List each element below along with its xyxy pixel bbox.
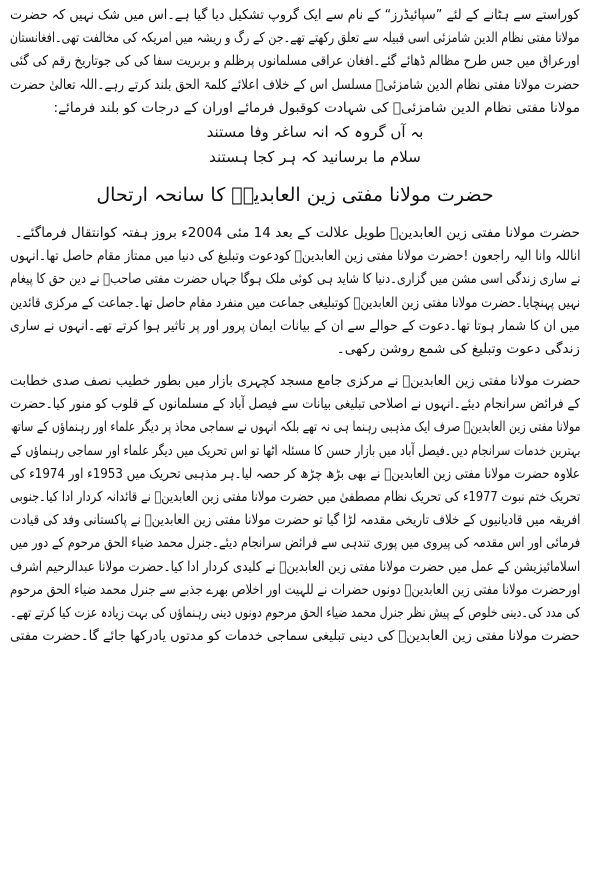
text-line: کوراستے سے ہٹانے کے لئے ”سپائیڈرز“ کے نام سے ایک گروپ تشکیل دیا گیا ہے۔اس میں شک نہیں کہ حضرت bbox=[10, 7, 580, 23]
text-line: نہیں پہنچایا۔حضرت مولانا مفتی زین العابدینؒ کوتبلیغی جماعت میں منفرد مقام حاصل تھا۔جماعت کے مرکزی قائدین bbox=[10, 294, 580, 311]
couplet-line-2: سلام ما برسانید کہ ہر کجا ہستند bbox=[209, 147, 421, 166]
paragraph-2 bbox=[10, 370, 580, 648]
text-line: اورعراق میں جس طرح مظالم ڈھائے گئے۔افغان عراقی مسلمانوں پرظلم و بربریت سفا کی کی جوتاریخ رقم کی گئی bbox=[10, 53, 580, 70]
text-line: مولانا مفتی نظام الدین شامزئی اسی قبیلہ سے تعلق رکھتے تھے۔جن کے رگ و ریشہ میں امریکہ کی مخالفت تھی۔افغانستان bbox=[10, 30, 580, 47]
text-line: کے فرائض سرانجام دیئے۔انہوں نے اصلاحی تبلیغی بیانات سے فیصل آباد کے مسلمانوں کے قلوب کو منور کیا۔حضرت bbox=[10, 396, 580, 413]
intro-paragraph bbox=[10, 4, 580, 120]
text-line: علاوہ حضرت مولانا مفتی زین العابدینؒ نے بھی بڑھ چڑھ کر حصہ لیا۔ہر مذہبی تحریک میں 1953ء اور 1974ء کی bbox=[10, 465, 580, 482]
text-line: افریقہ میں قادیانیوں کے خلاف تاریخی مقدمہ لڑا گیا تو حضرت مولانا مفتی زین العابدینؒ نے پاکستانی وفد کی قیادت bbox=[10, 512, 580, 529]
text-line: مولانا مفتی نظام الدین شامزئیؒ کی شہادت کوقبول فرمائے اوران کے درجات کو بلند فرمائے: bbox=[53, 99, 580, 116]
text-line: فرمائی اور اس مقدمہ کی پیروی میں پوری تندہی سے فرائض سرانجام دیئے۔جنرل محمد ضیاء الحق مرحوم کے دور میں bbox=[10, 535, 580, 552]
text-line: کی مدد کی۔دینی خلوص کے پیش نظر جنرل محمد ضیاء الحق مرحوم دونوں دینی رہنماؤں کی بہت زیادہ عزت کیا کرتے تھے۔ bbox=[10, 604, 580, 621]
text-line: اناللہ وانا الیہ راجعون !حضرت مولانا مفتی زین العابدینؒ کودعوت وتبلیغ کی دنیا میں ممتاز مقام حاصل تھا۔انہوں bbox=[10, 248, 580, 265]
couplet-line-1: بہ آں گروہ کہ انہ ساغر وفا مستند bbox=[206, 122, 424, 141]
text-line: حضرت مولانا مفتی زین العابدینؒ نے مرکزی جامع مسجد کچہری بازار میں بطور خطیب نصف صدی خطابت bbox=[10, 373, 580, 390]
persian-couplet bbox=[10, 120, 580, 170]
text-line: نے ساری زندگی اسی مشن میں گزاری۔دنیا کا شاید ہی کوئی ملک ہوگا جہاں حضرت مفتی صاحبؒ نے دین حق کا پیغام bbox=[10, 271, 580, 288]
text-line: اسلامائیزیشن کے عمل میں حضرت مولانا مفتی زین العابدینؒ نے کلیدی کردار ادا کیا۔حضرت مولانا عبدالرحیم اشرف bbox=[10, 558, 580, 575]
text-line: زندگی دعوت وتبلیغ کی شمع روشن رکھی۔ bbox=[336, 340, 580, 357]
paragraph-1 bbox=[10, 222, 580, 361]
text-line: تحریک ختم نبوت 1977ء کی تحریک نظام مصطفیٰ میں حضرت مولانا مفتی زین العابدینؒ نے قائدانہ کردار ادا کیا۔جنوبی bbox=[10, 489, 580, 505]
text-line: حضرت مولانا مفتی زین العابدینؒ کی دینی تبلیغی سماجی خدمات کو مدتوں یادرکھا جائے گا۔حضرت مفتی bbox=[10, 628, 580, 645]
section-heading: حضرت مولانا مفتی زین العابدینؒ کا سانحہ ارتحال bbox=[96, 183, 494, 206]
text-line: حضرت مولانا مفتی نظام الدین شامزئیؒ مسلسل اس کے خلاف اعلائے کلمۃ الحق بلند کرتے رہے۔اللہ تعالیٰ حضرت bbox=[10, 76, 580, 93]
text-line: حضرت مولانا مفتی زین العابدینؒ طویل علالت کے بعد 14 مئی 2004ء بروز ہفتہ کوانتقال فرماگئے۔ bbox=[14, 224, 580, 241]
paragraph-gap bbox=[10, 361, 580, 370]
text-line: مولانا مفتی زین العابدینؒ صرف ایک مذہبی رہنما ہی نہ تھے بلکہ انہوں نے سماجی محاذ پر دیگر علماء اور رہنماؤں کے ساتھ bbox=[10, 419, 580, 436]
text-line: بہترین خدمات سرانجام دیں۔فیصل آباد میں بازار حسن کا مسئلہ اٹھا تو اس تحریک میں دیگر علماء اور سماجی رہنماؤں کے bbox=[10, 442, 580, 459]
text-line: میں ان کا شمار ہوتا تھا۔دعوت کے حوالے سے ان کے بیانات ایمان پرور اور پر تاثیر ہوا کرتے تھے۔انہوں نے ساری bbox=[10, 317, 580, 334]
text-line: اورحضرت مولانا مفتی زین العابدینؒ دونوں حضرات نے للہیت اور اخلاص بھرے جذبے سے جنرل محمد ضیاء الحق مرحوم bbox=[10, 581, 580, 598]
